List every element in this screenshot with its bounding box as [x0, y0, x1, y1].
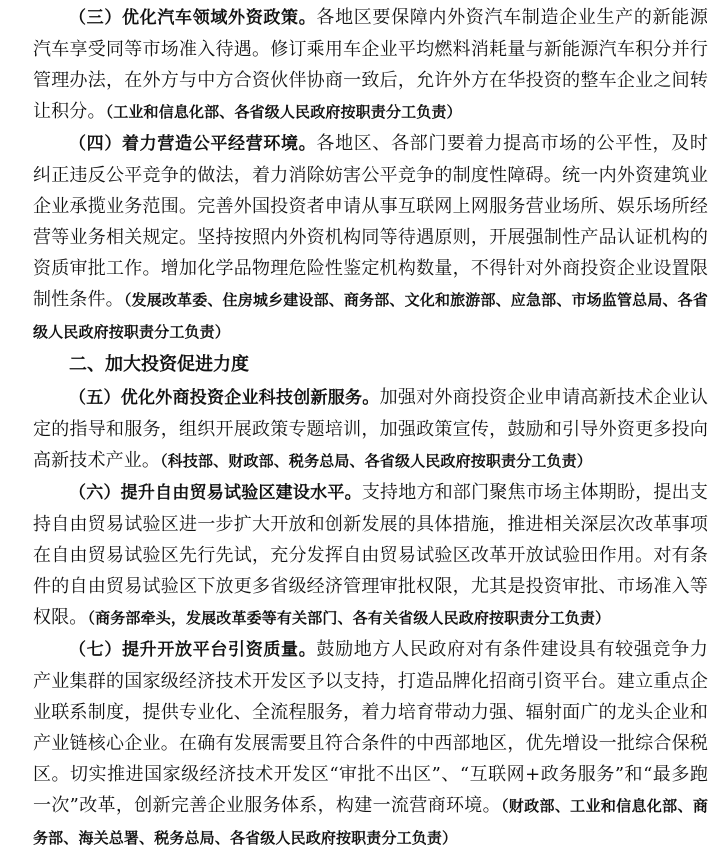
responsible-departments: （科技部、财政部、税务总局、各省级人民政府按职责分工负责）: [160, 452, 592, 470]
paragraph-item-3: [33, 2, 708, 128]
item-title: （六）提升自由贸易试验区建设水平。: [69, 483, 362, 503]
section-heading: 二、加大投资促进力度: [69, 354, 249, 375]
item-body: 鼓励地方人民政府对有条件建设具有较强竞争力产业集群的国家级经济技术开发区予以支持，打造品牌化招商引资平台。建立重点企业联系制度，提供专业化、全流程服务，着力培育带动力强、辐射面广的龙头企业和产业链核心企业。在确有发展需要且符合条件的中西部地区，优先增设一批综合保税区。切实推进国家级经济技术开发区“审批不出区”、“互联网+政务服务”和“最多跑一次”改革，创新完善企业服务体系，构建一流营商环境。: [33, 639, 708, 816]
paragraph-item-7: [33, 634, 708, 854]
paragraph-item-6: [33, 477, 708, 634]
item-title: （三）优化汽车领域外资政策。: [69, 8, 317, 28]
responsible-departments: （工业和信息化部、各省级人民政府按职责分工负责）: [105, 103, 462, 121]
item-title: （七）提升开放平台引资质量。: [69, 640, 317, 660]
paragraph-item-5: [33, 382, 708, 477]
responsible-departments: （发展改革委、住房城乡建设部、商务部、文化和旅游部、应急部、市场监管总局、各省级人民政府按职责分工负责）: [33, 291, 709, 341]
paragraph-item-4: [33, 128, 708, 348]
item-body: 各地区要保障内外资汽车制造企业生产的新能源汽车享受同等市场准入待遇。修订乘用车企业平均燃料消耗量与新能源汽车积分并行管理办法，在外方与中方合资伙伴协商一致后，允许外方在华投资的整车企业之间转让积分。: [33, 7, 708, 122]
item-title: （四）着力营造公平经营环境。: [69, 134, 317, 154]
item-title: （五）优化外商投资企业科技创新服务。: [69, 388, 380, 408]
item-body: 支持地方和部门聚焦市场主体期盼，提出支持自由贸易试验区进一步扩大开放和创新发展的具体措施，推进相关深层次改革事项在自由贸易试验区先行先试，充分发挥自由贸易试验区改革开放试验田作用。对有条件的自由贸易试验区下放更多省级经济管理审批权限，尤其是投资审批、市场准入等权限。: [33, 482, 708, 628]
item-body: 各地区、各部门要着力提高市场的公平性，及时纠正违反公平竞争的做法，着力消除妨害公平竞争的制度性障碍。统一内外资建筑业企业承揽业务范围。完善外国投资者申请从事互联网上网服务营业场所、娱乐场所经营等业务相关规定。坚持按照内外资机构同等待遇原则，开展强制性产品认证机构的资质审批工作。增加化学品物理危险性鉴定机构数量，不得针对外商投资企业设置限制性条件。: [33, 133, 708, 310]
item-body: 加强对外商投资企业申请高新技术企业认定的指导和服务，组织开展政策专题培训，加强政策宣传，鼓励和引导外资更多投向高新技术产业。: [33, 387, 709, 471]
responsible-departments: （财政部、工业和信息化部、商务部、海关总署、税务总局、各省级人民政府按职责分工负责）: [33, 797, 708, 847]
responsible-departments: （商务部牵头，发展改革委等有关部门、各有关省级人民政府按职责分工负责）: [87, 609, 611, 627]
